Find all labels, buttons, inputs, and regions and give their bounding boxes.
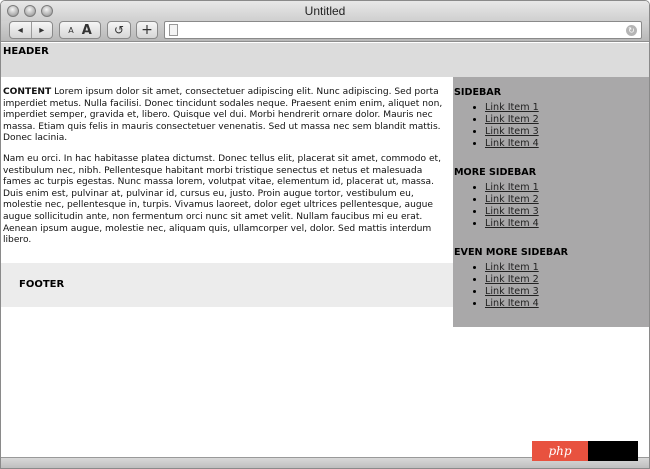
sidebar-heading: EVEN MORE SIDEBAR xyxy=(454,247,569,258)
list-item xyxy=(485,298,568,310)
sidebar-heading: SIDEBAR xyxy=(454,87,502,98)
content-paragraph-2: Nam eu orci. In hac habitasse platea dictumst. Donec tellus elit, placerat sit amet, commodo et, vestibulum nec, nibh. Pellentesque habitant morbi tristique senectus et netus et malesuada fames ac turpis egestas. Nunc massa lorem, volutpat vitae, elementum id, placerat ut, massa. Duis enim est, pulvinar at, pulvinar id, cursus eu, justo. Proin augue tortor, vestibulum eu, molestie nec, pellentesque in, turpis. Vivamus laoreet, dolor eget ultrices pellentesque, augue augue sollicitudin ante, non fermentum orci nunc sit amet velit. Nullam faucibus mi eu erat. Aenean ipsum augue, molestie nec, aliquam quis, ullamcorper vel, dolor. Sed mattis interdum libero. xyxy=(3,153,442,246)
list-item xyxy=(485,274,568,286)
sidebar-link[interactable]: Link Item 4 xyxy=(485,138,539,149)
sidebar-link[interactable]: Link Item 3 xyxy=(485,126,539,137)
list-item xyxy=(485,206,539,218)
sidebar-link[interactable]: Link Item 2 xyxy=(485,114,539,125)
sidebar-link[interactable]: Link Item 3 xyxy=(485,206,539,217)
watermark-block xyxy=(588,441,638,461)
header-title: HEADER xyxy=(3,46,49,57)
sidebar-heading: MORE SIDEBAR xyxy=(454,167,537,178)
sidebar xyxy=(453,77,649,327)
back-button[interactable]: ◂ xyxy=(17,24,23,36)
reload-button[interactable] xyxy=(107,21,131,39)
sidebar-link[interactable]: Link Item 1 xyxy=(485,262,539,273)
sidebar-section xyxy=(453,167,539,230)
title-bar xyxy=(1,1,649,21)
watermark xyxy=(532,441,638,461)
sidebar-link[interactable]: Link Item 4 xyxy=(485,218,539,229)
back-forward-control xyxy=(9,21,53,39)
list-item xyxy=(485,194,539,206)
sidebar-section xyxy=(453,87,539,150)
content-text-1: Lorem ipsum dolor sit amet, consectetuer adipiscing elit. Nunc adipiscing. Sed porta imperdiet metus. Nulla facilisi. Donec tincidunt sodales neque. Praesent enim enim, aliquet non, imperdiet semper, gravida et, libero. Quisque vel dui. Morbi hendrerit ornare dolor. Mauris nec massa. Etiam quis felis in mauris consectetuer venenatis. Sed ut massa nec sem blandit mattis. Donec lacinia. xyxy=(3,87,443,144)
address-bar[interactable] xyxy=(164,21,642,39)
plus-icon: + xyxy=(141,22,153,38)
sidebar-link[interactable]: Link Item 3 xyxy=(485,286,539,297)
forward-button[interactable]: ▸ xyxy=(39,24,45,36)
list-item xyxy=(485,138,539,150)
page-header xyxy=(1,43,649,77)
page-icon xyxy=(169,24,178,36)
sidebar-link[interactable]: Link Item 1 xyxy=(485,102,539,113)
footer-title: FOOTER xyxy=(19,279,65,290)
text-size-control xyxy=(59,21,101,39)
content-paragraph-1 xyxy=(1,87,449,145)
list-item xyxy=(485,218,539,230)
link-list xyxy=(485,182,539,230)
sidebar-link[interactable]: Link Item 2 xyxy=(485,194,539,205)
sidebar-section xyxy=(453,247,568,310)
watermark-logo: php xyxy=(532,441,588,461)
list-item xyxy=(485,102,539,114)
add-bookmark-button[interactable] xyxy=(136,21,158,39)
browser-toolbar xyxy=(1,21,649,42)
text-bigger-button[interactable]: A xyxy=(81,22,92,38)
list-item xyxy=(485,182,539,194)
list-item xyxy=(485,262,568,274)
sidebar-link[interactable]: Link Item 2 xyxy=(485,274,539,285)
list-item xyxy=(485,114,539,126)
list-item xyxy=(485,286,568,298)
reload-icon: ↺ xyxy=(113,23,125,37)
reload-go-icon[interactable]: ↻ xyxy=(626,25,637,36)
window-title: Untitled xyxy=(304,4,346,18)
link-list xyxy=(485,102,539,150)
page-viewport xyxy=(1,43,649,457)
list-item xyxy=(485,126,539,138)
content-label: CONTENT xyxy=(3,87,52,97)
sidebar-link[interactable]: Link Item 1 xyxy=(485,182,539,193)
page-footer xyxy=(1,263,453,307)
sidebar-link[interactable]: Link Item 4 xyxy=(485,298,539,309)
content-area xyxy=(1,77,453,263)
text-smaller-button[interactable]: A xyxy=(68,25,74,35)
link-list xyxy=(485,262,568,310)
